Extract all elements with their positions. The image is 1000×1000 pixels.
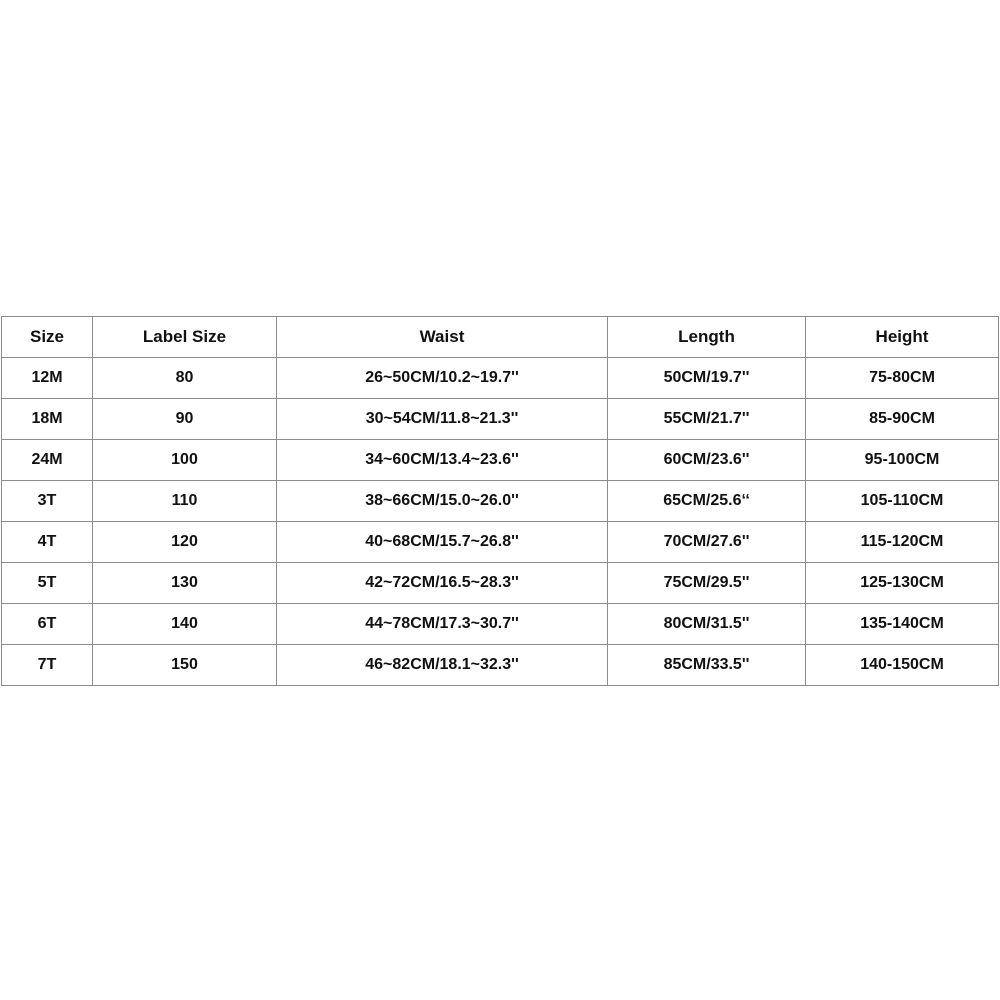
cell-length: 55CM/21.7'' — [608, 399, 806, 440]
cell-height: 75-80CM — [806, 358, 999, 399]
table-row — [2, 604, 999, 645]
header-label-size: Label Size — [93, 317, 277, 358]
cell-label-size: 100 — [93, 440, 277, 481]
header-length: Length — [608, 317, 806, 358]
header-waist: Waist — [277, 317, 608, 358]
cell-waist: 26~50CM/10.2~19.7'' — [277, 358, 608, 399]
cell-length: 80CM/31.5'' — [608, 604, 806, 645]
header-size: Size — [2, 317, 93, 358]
table-row — [2, 645, 999, 686]
table-row — [2, 522, 999, 563]
cell-waist: 42~72CM/16.5~28.3'' — [277, 563, 608, 604]
cell-label-size: 140 — [93, 604, 277, 645]
cell-label-size: 130 — [93, 563, 277, 604]
cell-label-size: 90 — [93, 399, 277, 440]
table-row — [2, 440, 999, 481]
size-chart-table — [1, 316, 999, 686]
cell-size: 4T — [2, 522, 93, 563]
cell-length: 50CM/19.7'' — [608, 358, 806, 399]
cell-size: 24M — [2, 440, 93, 481]
cell-label-size: 150 — [93, 645, 277, 686]
cell-size: 18M — [2, 399, 93, 440]
cell-waist: 46~82CM/18.1~32.3'' — [277, 645, 608, 686]
table-row — [2, 399, 999, 440]
cell-label-size: 80 — [93, 358, 277, 399]
table-row — [2, 358, 999, 399]
cell-length: 75CM/29.5'' — [608, 563, 806, 604]
table-row — [2, 563, 999, 604]
cell-height: 95-100CM — [806, 440, 999, 481]
cell-label-size: 120 — [93, 522, 277, 563]
header-height: Height — [806, 317, 999, 358]
cell-size: 7T — [2, 645, 93, 686]
header-row — [2, 317, 999, 358]
cell-waist: 40~68CM/15.7~26.8'' — [277, 522, 608, 563]
cell-size: 6T — [2, 604, 93, 645]
cell-height: 140-150CM — [806, 645, 999, 686]
table-row — [2, 481, 999, 522]
cell-height: 105-110CM — [806, 481, 999, 522]
cell-size: 3T — [2, 481, 93, 522]
cell-length: 60CM/23.6'' — [608, 440, 806, 481]
cell-length: 85CM/33.5'' — [608, 645, 806, 686]
cell-size: 12M — [2, 358, 93, 399]
cell-waist: 38~66CM/15.0~26.0'' — [277, 481, 608, 522]
cell-label-size: 110 — [93, 481, 277, 522]
cell-length: 70CM/27.6'' — [608, 522, 806, 563]
cell-height: 115-120CM — [806, 522, 999, 563]
cell-height: 135-140CM — [806, 604, 999, 645]
cell-size: 5T — [2, 563, 93, 604]
cell-waist: 30~54CM/11.8~21.3'' — [277, 399, 608, 440]
cell-length: 65CM/25.6‘‘ — [608, 481, 806, 522]
cell-height: 125-130CM — [806, 563, 999, 604]
cell-height: 85-90CM — [806, 399, 999, 440]
cell-waist: 44~78CM/17.3~30.7'' — [277, 604, 608, 645]
cell-waist: 34~60CM/13.4~23.6'' — [277, 440, 608, 481]
